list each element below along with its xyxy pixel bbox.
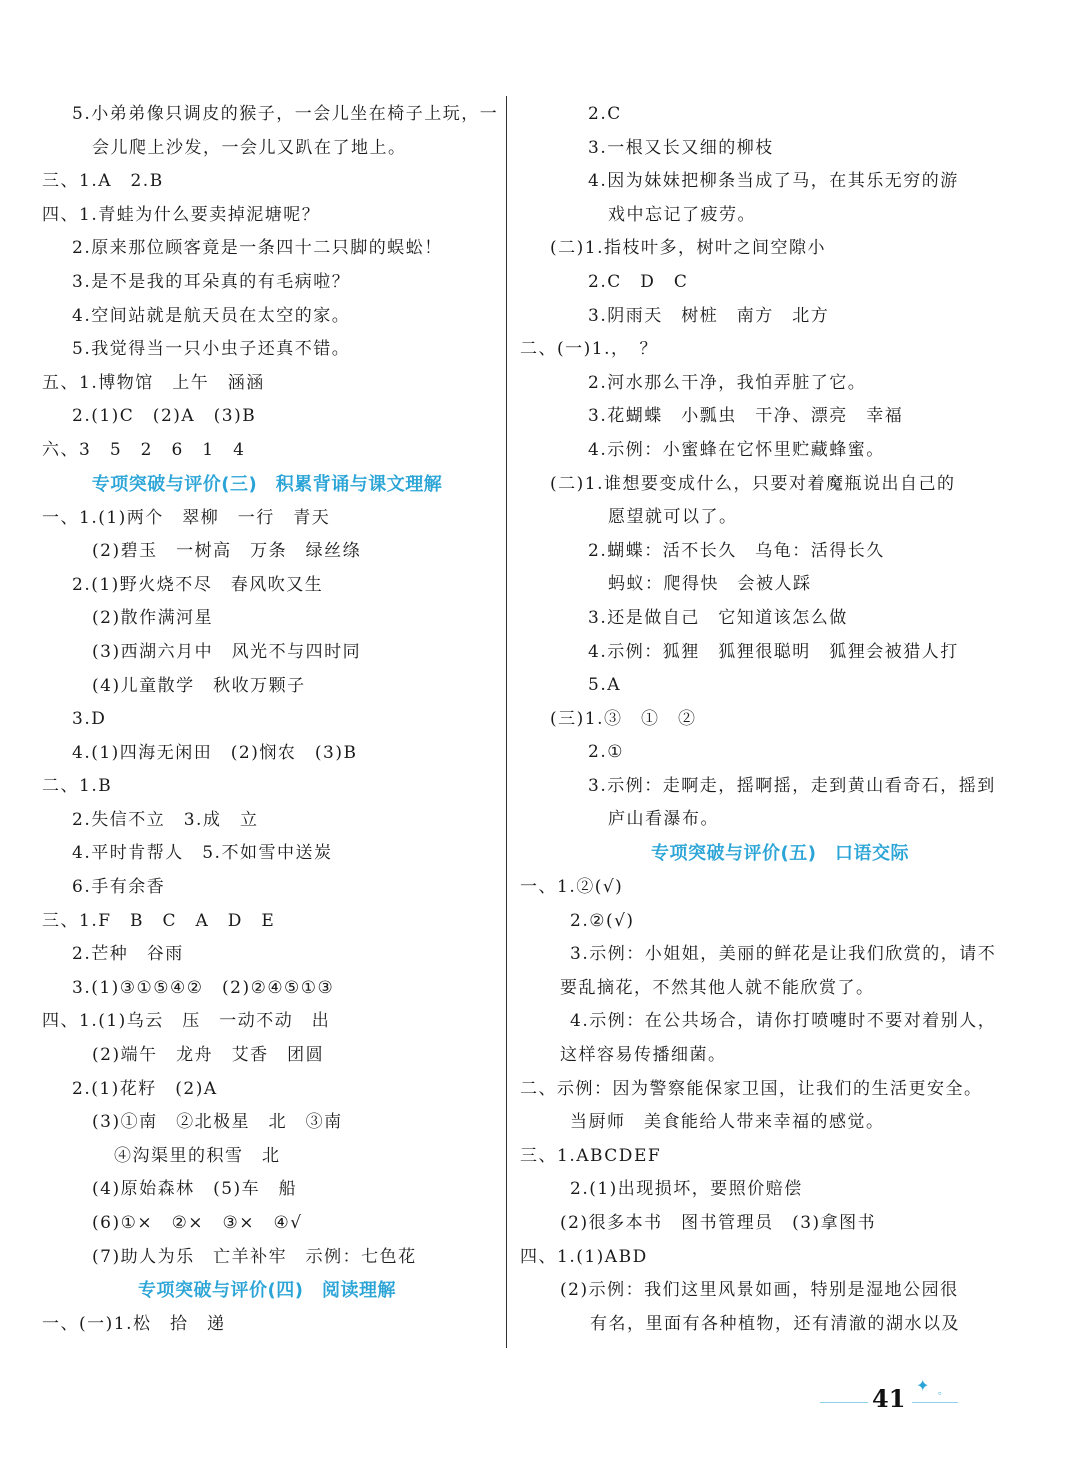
answer-line: 4.空间站就是航天员在太空的家。 bbox=[72, 305, 351, 326]
answer-line: 2.失信不立 3.成 立 bbox=[72, 809, 259, 830]
answer-line: 2.②(√) bbox=[570, 910, 635, 931]
answer-line: 4.示例：狐狸 狐狸很聪明 狐狸会被猎人打 bbox=[588, 641, 959, 662]
answer-line: 三、1.F B C A D E bbox=[42, 910, 276, 931]
answer-line: 会儿爬上沙发，一会儿又趴在了地上。 bbox=[92, 137, 407, 158]
answer-line: 5.我觉得当一只小虫子还真不错。 bbox=[72, 339, 351, 360]
answer-line: 4.示例：在公共场合，请你打喷嚏时不要对着别人， bbox=[570, 1011, 997, 1032]
answer-line: 3.阴雨天 树桩 南方 北方 bbox=[588, 305, 830, 326]
answer-line: 要乱摘花，不然其他人就不能欣赏了。 bbox=[560, 977, 875, 998]
answer-line: 二、示例：因为警察能保家卫国，让我们的生活更安全。 bbox=[520, 1078, 983, 1099]
answer-line: 2.① bbox=[588, 742, 624, 763]
section-heading: 专项突破与评价(四) 阅读理解 bbox=[138, 1280, 396, 1302]
answer-line: (2)散作满河星 bbox=[92, 608, 214, 629]
column-divider bbox=[506, 96, 507, 1348]
answer-line: (二)1.指枝叶多，树叶之间空隙小 bbox=[550, 238, 826, 259]
answer-line: 3.是不是我的耳朵真的有毛病啦？ bbox=[72, 271, 351, 292]
answer-line: (三)1.③ ① ② bbox=[550, 708, 697, 729]
answer-line: 2.芒种 谷雨 bbox=[72, 944, 184, 965]
answer-line: ④沟渠里的积雪 北 bbox=[114, 1145, 281, 1166]
answer-line: (3)①南 ②北极星 北 ③南 bbox=[92, 1112, 343, 1133]
answer-line: (2)很多本书 图书管理员 (3)拿图书 bbox=[560, 1213, 877, 1233]
answer-line: 当厨师 美食能给人带来幸福的感觉。 bbox=[570, 1112, 885, 1133]
answer-line: 4.因为妹妹把柳条当成了马，在其乐无穷的游 bbox=[588, 171, 959, 192]
answer-line: 5.小弟弟像只调皮的猴子，一会儿坐在椅子上玩，一 bbox=[72, 104, 499, 124]
section-heading: 专项突破与评价(五) 口语交际 bbox=[651, 843, 909, 865]
answer-line: 戏中忘记了疲劳。 bbox=[608, 204, 756, 225]
answer-line: 3.还是做自己 它知道该怎么做 bbox=[588, 607, 848, 628]
answer-line: (4)原始森林 (5)车 船 bbox=[92, 1179, 298, 1200]
answer-line: 2.蝴蝶：活不长久 乌龟：活得长久 bbox=[588, 540, 885, 561]
answer-line: 6.手有余香 bbox=[72, 877, 166, 898]
answer-line: (4)儿童散学 秋收万颗子 bbox=[92, 675, 306, 696]
answer-line: 庐山看瀑布。 bbox=[608, 809, 719, 830]
answer-line: 一、(一)1.松 拾 递 bbox=[42, 1314, 226, 1335]
answer-line: (2)示例：我们这里风景如画，特别是湿地公园很 bbox=[560, 1280, 959, 1301]
answer-line: (3)西湖六月中 风光不与四时同 bbox=[92, 641, 362, 662]
answer-line: 六、3 5 2 6 1 4 bbox=[42, 439, 246, 460]
answer-line: 2.(1)出现损坏，要照价赔偿 bbox=[570, 1179, 803, 1200]
answer-line: 二、1.B bbox=[42, 776, 113, 797]
answer-line: 2.原来那位顾客竟是一条四十二只脚的蜈蚣！ bbox=[72, 238, 443, 259]
answer-line: 三、1.A 2.B bbox=[42, 171, 164, 192]
answer-line: 这样容易传播细菌。 bbox=[560, 1045, 727, 1066]
answer-line: 3.花蝴蝶 小瓢虫 干净、漂亮 幸福 bbox=[588, 406, 904, 427]
footer-rule-left bbox=[820, 1402, 868, 1403]
star-icon: ✦ bbox=[916, 1376, 930, 1395]
answer-line: 2.河水那么干净，我怕弄脏了它。 bbox=[588, 372, 867, 393]
answer-line: 2.(1)花籽 (2)A bbox=[72, 1078, 218, 1099]
answer-line: 3.D bbox=[72, 709, 107, 730]
answer-line: 四、1.(1)ABD bbox=[520, 1246, 648, 1267]
footer-rule-right bbox=[912, 1402, 958, 1403]
answer-line: (二)1.谁想要变成什么，只要对着魔瓶说出自己的 bbox=[550, 473, 956, 494]
answer-line: 2.(1)C (2)A (3)B bbox=[72, 406, 257, 427]
answer-line: 四、1.青蛙为什么要卖掉泥塘呢？ bbox=[42, 204, 321, 225]
answer-line: 蚂蚁：爬得快 会被人踩 bbox=[608, 574, 812, 595]
page-number: 41 bbox=[872, 1384, 906, 1413]
answer-line: 四、1.(1)乌云 压 一动不动 出 bbox=[42, 1011, 331, 1032]
dot-icon: 。 bbox=[938, 1386, 948, 1397]
answer-line: 一、1.(1)两个 翠柳 一行 青天 bbox=[42, 507, 331, 528]
answer-line: 4.平时肯帮人 5.不如雪中送炭 bbox=[72, 843, 333, 864]
right-column bbox=[520, 98, 1040, 1341]
answer-line: 2.C bbox=[588, 104, 622, 124]
answer-line: 2.(1)野火烧不尽 春风吹又生 bbox=[72, 574, 324, 595]
left-column bbox=[42, 98, 499, 1342]
answer-line: (6)①× ②× ③× ④√ bbox=[92, 1213, 303, 1233]
answer-line: 愿望就可以了。 bbox=[608, 507, 738, 528]
answer-line: (2)端午 龙舟 艾香 团圆 bbox=[92, 1045, 325, 1066]
answer-line: (7)助人为乐 亡羊补牢 示例：七色花 bbox=[92, 1246, 417, 1267]
answer-line: 有名，里面有各种植物，还有清澈的湖水以及 bbox=[590, 1313, 960, 1334]
answer-line: (2)碧玉 一树高 万条 绿丝绦 bbox=[92, 541, 362, 562]
answer-line: 3.示例：小姐姐，美丽的鲜花是让我们欣赏的，请不 bbox=[570, 944, 997, 965]
section-heading: 专项突破与评价(三) 积累背诵与课文理解 bbox=[91, 473, 443, 495]
answer-line: 一、1.②(√) bbox=[520, 877, 624, 898]
answer-line: 二、(一)1.， ？ bbox=[520, 339, 658, 360]
answer-line: 2.C D C bbox=[588, 271, 689, 292]
answer-line: 3.一根又长又细的柳枝 bbox=[588, 137, 774, 158]
answer-line: 五、1.博物馆 上午 涵涵 bbox=[42, 372, 265, 393]
answer-line: 3.(1)③①⑤④② (2)②④⑤①③ bbox=[72, 977, 335, 998]
answer-line: 3.示例：走啊走，摇啊摇，走到黄山看奇石，摇到 bbox=[588, 775, 996, 796]
answer-line: 5.A bbox=[588, 675, 621, 696]
answer-line: 三、1.ABCDEF bbox=[520, 1145, 662, 1166]
page-footer bbox=[820, 1376, 970, 1420]
answer-line: 4.(1)四海无闲田 (2)悯农 (3)B bbox=[72, 742, 358, 763]
answer-line: 4.示例：小蜜蜂在它怀里贮藏蜂蜜。 bbox=[588, 439, 885, 460]
